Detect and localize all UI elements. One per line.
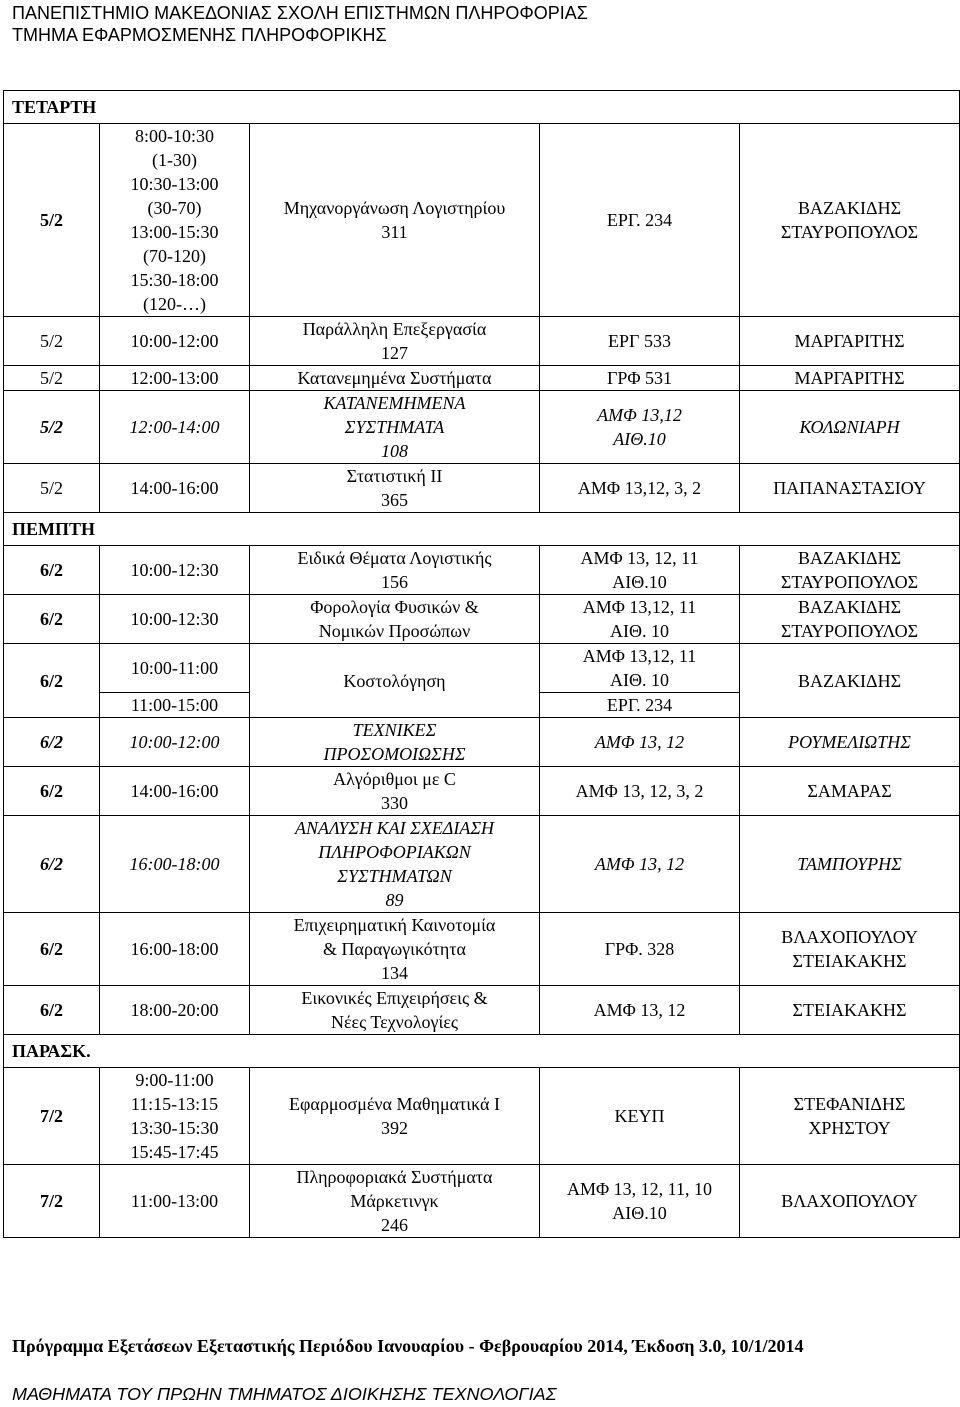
- exam-time-line: 13:30-15:30: [130, 1118, 219, 1138]
- footer-title: Πρόγραμμα Εξετάσεων Εξεταστικής Περιόδου Ιανουαρίου - Φεβρουαρίου 2014, Έκδοση 3.0, 10/1/2014: [12, 1336, 804, 1356]
- exam-room: [540, 767, 740, 816]
- course-name-line: ΠΛΗΡΟΦΟΡΙΑΚΩΝ: [318, 842, 471, 862]
- course-name-line: Μηχανοργάνωση Λογιστηρίου: [283, 198, 506, 218]
- course-name-line: Εφαρμοσμένα Μαθηματικά Ι: [289, 1094, 500, 1114]
- exam-time: [100, 124, 250, 317]
- exam-room: [540, 986, 740, 1035]
- footer-subtitle: ΜΑΘΗΜΑΤΑ ΤΟΥ ΠΡΩΗΝ ΤΜΗΜΑΤΟΣ ΔΙΟΙΚΗΣΗΣ ΤΕΧΝΟΛΟΓΙΑΣ: [12, 1384, 557, 1404]
- exam-date: 6/2: [4, 913, 100, 986]
- exam-date: 6/2: [4, 986, 100, 1035]
- course-name-line: Στατιστική ΙΙ: [346, 466, 443, 486]
- exam-room-line: ΑΙΘ. 10: [610, 621, 669, 641]
- exam-room-line: ΑΜΦ 13,12, 3, 2: [577, 478, 702, 498]
- exam-room-line: ΓΡΦ. 328: [604, 939, 675, 959]
- professor-line: ΜΑΡΓΑΡΙΤΗΣ: [794, 331, 905, 351]
- day-row-wednesday: [4, 91, 960, 124]
- exam-room-line: ΑΜΦ 13,12, 11: [582, 646, 697, 666]
- exam-date: 7/2: [4, 1165, 100, 1238]
- exam-room: [540, 816, 740, 913]
- exam-room-line: ΑΜΦ 13, 12: [594, 732, 685, 752]
- exam-row: [4, 366, 960, 391]
- professor-line: ΤΑΜΠΟΥΡΗΣ: [797, 854, 902, 874]
- course-name: [250, 464, 540, 513]
- professor-line: ΣΤΑΥΡΟΠΟΥΛΟΣ: [780, 222, 919, 242]
- course-name-line: Φορολογία Φυσικών &: [310, 597, 479, 617]
- exam-date: 6/2: [4, 546, 100, 595]
- exam-room: [540, 366, 740, 391]
- exam-time-line: 10:00-11:00: [130, 658, 219, 678]
- exam-time-line: (30-70): [147, 198, 202, 218]
- exam-room: [540, 317, 740, 366]
- professor-line: ΣΑΜΑΡΑΣ: [807, 781, 892, 801]
- exam-time-line: 9:00-11:00: [135, 1070, 214, 1090]
- exam-room: [540, 913, 740, 986]
- exam-room-line: ΑΙΘ. 10: [610, 670, 669, 690]
- exam-time-line: 10:00-12:00: [130, 331, 219, 351]
- header-line-2: ΤΜΗΜΑ ΕΦΑΡΜΟΣΜΕΝΗΣ ΠΛΗΡΟΦΟΡΙΚΗΣ: [12, 25, 387, 45]
- exam-date: 5/2: [4, 391, 100, 464]
- course-name: [250, 391, 540, 464]
- exam-time-line: 11:00-15:00: [130, 695, 219, 715]
- course-name-line: ΚΑΤΑΝΕΜΗΜΕΝΑ: [323, 393, 466, 413]
- exam-time-line: 12:00-13:00: [130, 368, 219, 388]
- professor: [740, 366, 960, 391]
- professor: [740, 124, 960, 317]
- professor: [740, 1068, 960, 1165]
- professor: [740, 816, 960, 913]
- exam-row: [4, 391, 960, 464]
- course-name: [250, 546, 540, 595]
- course-name: [250, 317, 540, 366]
- professor: [740, 767, 960, 816]
- exam-row: [4, 644, 960, 693]
- exam-room: [540, 464, 740, 513]
- exam-room-line: ΑΜΦ 13, 12, 3, 2: [575, 781, 704, 801]
- course-name-line: 134: [381, 963, 408, 983]
- day-row-thursday: [4, 513, 960, 546]
- exam-time-line: 18:00-20:00: [130, 1000, 219, 1020]
- exam-time: [100, 986, 250, 1035]
- exam-time-line: 10:30-13:00: [130, 174, 219, 194]
- course-name: [250, 366, 540, 391]
- professor: [740, 644, 960, 718]
- exam-row: [4, 317, 960, 366]
- course-name-line: Ειδικά Θέματα Λογιστικής: [297, 548, 492, 568]
- professor-line: ΚΟΛΩΝΙΑΡΗ: [799, 417, 900, 437]
- exam-date: 6/2: [4, 816, 100, 913]
- exam-date: 7/2: [4, 1068, 100, 1165]
- exam-time-line: 10:00-12:30: [130, 560, 219, 580]
- exam-room-line: ΑΜΦ 13, 12: [594, 854, 685, 874]
- professor-line: ΣΤΕΙΑΚΑΚΗΣ: [792, 951, 907, 971]
- professor: [740, 1165, 960, 1238]
- exam-room-line: ΕΡΓ. 234: [606, 695, 673, 715]
- professor-line: ΜΑΡΓΑΡΙΤΗΣ: [794, 368, 905, 388]
- exam-room: [540, 1068, 740, 1165]
- course-name: [250, 1068, 540, 1165]
- exam-room-line: ΑΜΦ 13,12, 11: [582, 597, 697, 617]
- professor: [740, 718, 960, 767]
- course-name-line: 108: [381, 441, 408, 461]
- course-name: [250, 767, 540, 816]
- exam-time: [100, 546, 250, 595]
- exam-time-line: 14:00-16:00: [130, 781, 219, 801]
- course-name-line: ΣΥΣΤΗΜΑΤΑ: [344, 417, 445, 437]
- exam-date: 6/2: [4, 767, 100, 816]
- exam-room-line: ΑΜΦ 13,12: [597, 405, 682, 425]
- course-name: [250, 1165, 540, 1238]
- course-name: [250, 816, 540, 913]
- professor-line: ΒΑΖΑΚΙΔΗΣ: [798, 670, 902, 691]
- day-label: ΤΕΤΑΡΤΗ: [4, 91, 960, 124]
- exam-row: [4, 913, 960, 986]
- exam-room: [540, 391, 740, 464]
- exam-time: [100, 1165, 250, 1238]
- course-name-line: Μάρκετινγκ: [350, 1191, 439, 1211]
- course-name-line: Νομικών Προσώπων: [318, 621, 471, 641]
- course-name-line: 246: [381, 1215, 408, 1235]
- professor: [740, 464, 960, 513]
- exam-time: [100, 816, 250, 913]
- professor-line: ΒΛΑΧΟΠΟΥΛΟΥ: [781, 1191, 918, 1211]
- course-name-line: ΠΡΟΣΟΜΟΙΩΣΗΣ: [323, 744, 466, 764]
- exam-time-line: 11:00-13:00: [130, 1191, 219, 1211]
- exam-date: 6/2: [4, 718, 100, 767]
- course-name: [250, 718, 540, 767]
- exam-time: [100, 317, 250, 366]
- exam-room-line: ΑΜΦ 13, 12, 11, 10: [567, 1179, 712, 1199]
- course-name-line: & Παραγωγικότητα: [323, 939, 466, 959]
- exam-row: [4, 986, 960, 1035]
- exam-row: [4, 124, 960, 317]
- day-label: ΠΑΡΑΣΚ.: [4, 1035, 960, 1068]
- course-name: [250, 124, 540, 317]
- course-name-line: Πληροφοριακά Συστήματα: [296, 1167, 493, 1187]
- exam-row: [4, 1165, 960, 1238]
- exam-row: [4, 546, 960, 595]
- course-name-line: 330: [381, 793, 408, 813]
- exam-date: 6/2: [4, 644, 100, 718]
- professor-line: ΒΑΖΑΚΙΔΗΣ: [798, 198, 902, 218]
- exam-room: [540, 718, 740, 767]
- course-name-line: Αλγόριθμοι με C: [333, 769, 456, 789]
- exam-time: [100, 595, 250, 644]
- exam-row: [4, 816, 960, 913]
- exam-time-line: (70-120): [143, 246, 206, 266]
- course-name-line: 127: [381, 343, 408, 363]
- exam-room-line: ΑΜΦ 13, 12, 11: [580, 548, 699, 568]
- exam-room-line: ΓΡΦ 531: [606, 368, 673, 388]
- exam-time-line: 10:00-12:00: [129, 732, 220, 752]
- professor: [740, 986, 960, 1035]
- course-name-line: 311: [381, 222, 408, 242]
- professor-line: ΣΤΕΙΑΚΑΚΗΣ: [792, 1000, 907, 1020]
- exam-room-line: ΕΡΓ 533: [608, 331, 671, 351]
- exam-time: [100, 767, 250, 816]
- course-name-line: 156: [381, 572, 408, 592]
- professor: [740, 913, 960, 986]
- course-name-line: Επιχειρηματική Καινοτομία: [293, 915, 496, 935]
- exam-time-line: 10:00-12:30: [130, 609, 219, 629]
- exam-row: [4, 718, 960, 767]
- exam-time: [100, 693, 250, 718]
- exam-time-line: 14:00-16:00: [130, 478, 219, 498]
- course-name-line: 365: [381, 490, 408, 510]
- professor: [740, 317, 960, 366]
- exam-room: [540, 595, 740, 644]
- course-name-line: 392: [381, 1118, 408, 1138]
- exam-time-line: 15:30-18:00: [130, 270, 219, 290]
- exam-time-line: 16:00-18:00: [130, 939, 219, 959]
- professor-line: ΒΑΖΑΚΙΔΗΣ: [798, 597, 902, 617]
- exam-date: 5/2: [4, 464, 100, 513]
- exam-time-line: 12:00-14:00: [129, 417, 220, 437]
- exam-time-line: 11:15-13:15: [130, 1094, 219, 1114]
- exam-schedule-table: [3, 90, 960, 1238]
- exam-room-line: ΚΕΥΠ: [614, 1106, 665, 1126]
- exam-time-line: (120-…): [143, 294, 206, 314]
- professor-line: ΡΟΥΜΕΛΙΩΤΗΣ: [788, 732, 911, 752]
- exam-room: [540, 124, 740, 317]
- professor: [740, 595, 960, 644]
- professor-line: ΒΑΖΑΚΙΔΗΣ: [798, 548, 902, 568]
- course-name-line: Κατανεμημένα Συστήματα: [297, 368, 492, 388]
- course-name-line: Νέες Τεχνολογίες: [330, 1012, 459, 1032]
- exam-time: [100, 1068, 250, 1165]
- professor: [740, 391, 960, 464]
- exam-time-line: 8:00-10:30: [135, 126, 214, 146]
- exam-time: [100, 644, 250, 693]
- exam-row: [4, 595, 960, 644]
- exam-date: 5/2: [4, 317, 100, 366]
- professor-line: ΧΡΗΣΤΟΥ: [808, 1118, 891, 1138]
- exam-room-line: ΑΙΘ.10: [612, 1203, 667, 1223]
- course-name-line: ΤΕΧΝΙΚΕΣ: [352, 720, 437, 740]
- exam-room: [540, 1165, 740, 1238]
- professor-line: ΒΛΑΧΟΠΟΥΛΟΥ: [781, 927, 918, 947]
- course-name-line: Εικονικές Επιχειρήσεις &: [301, 988, 488, 1008]
- exam-date: 5/2: [4, 124, 100, 317]
- professor-line: ΠΑΠΑΝΑΣΤΑΣΙΟΥ: [773, 478, 926, 498]
- exam-time: [100, 718, 250, 767]
- exam-row: [4, 1068, 960, 1165]
- exam-room: [540, 644, 740, 693]
- exam-time-line: (1-30): [152, 150, 197, 170]
- exam-time-line: 15:45-17:45: [130, 1142, 219, 1162]
- course-name-line: Παράλληλη Επεξεργασία: [302, 319, 487, 339]
- exam-time-line: 16:00-18:00: [129, 854, 220, 874]
- course-name: [250, 986, 540, 1035]
- professor-line: ΣΤΕΦΑΝΙΔΗΣ: [793, 1094, 906, 1114]
- exam-time-line: 13:00-15:30: [130, 222, 219, 242]
- exam-room-line: ΑΙΘ.10: [612, 572, 667, 592]
- professor-line: ΣΤΑΥΡΟΠΟΥΛΟΣ: [780, 621, 919, 641]
- course-name: [250, 913, 540, 986]
- course-name-line: Κοστολόγηση: [343, 670, 446, 691]
- day-row-friday: [4, 1035, 960, 1068]
- course-name-line: 89: [385, 890, 404, 910]
- exam-room-line: ΑΜΦ 13, 12: [593, 1000, 686, 1020]
- exam-room-line: ΑΙΘ.10: [613, 429, 666, 449]
- exam-room: [540, 693, 740, 718]
- course-name-line: ΣΥΣΤΗΜΑΤΩΝ: [337, 866, 452, 886]
- exam-time: [100, 391, 250, 464]
- day-label: ΠΕΜΠΤΗ: [4, 513, 960, 546]
- exam-time: [100, 913, 250, 986]
- course-name-line: ΑΝΑΛΥΣΗ ΚΑΙ ΣΧΕΔΙΑΣΗ: [294, 818, 495, 838]
- professor: [740, 546, 960, 595]
- course-name: [250, 644, 540, 718]
- exam-time: [100, 366, 250, 391]
- course-name: [250, 595, 540, 644]
- exam-date: 6/2: [4, 595, 100, 644]
- exam-row: [4, 464, 960, 513]
- exam-time: [100, 464, 250, 513]
- professor-line: ΣΤΑΥΡΟΠΟΥΛΟΣ: [780, 572, 919, 592]
- header-line-1: ΠΑΝΕΠΙΣΤΗΜΙΟ ΜΑΚΕΔΟΝΙΑΣ ΣΧΟΛΗ ΕΠΙΣΤΗΜΩΝ ΠΛΗΡΟΦΟΡΙΑΣ: [12, 3, 588, 23]
- exam-room: [540, 546, 740, 595]
- exam-room-line: ΕΡΓ. 234: [606, 210, 673, 230]
- exam-date: 5/2: [4, 366, 100, 391]
- exam-row: [4, 767, 960, 816]
